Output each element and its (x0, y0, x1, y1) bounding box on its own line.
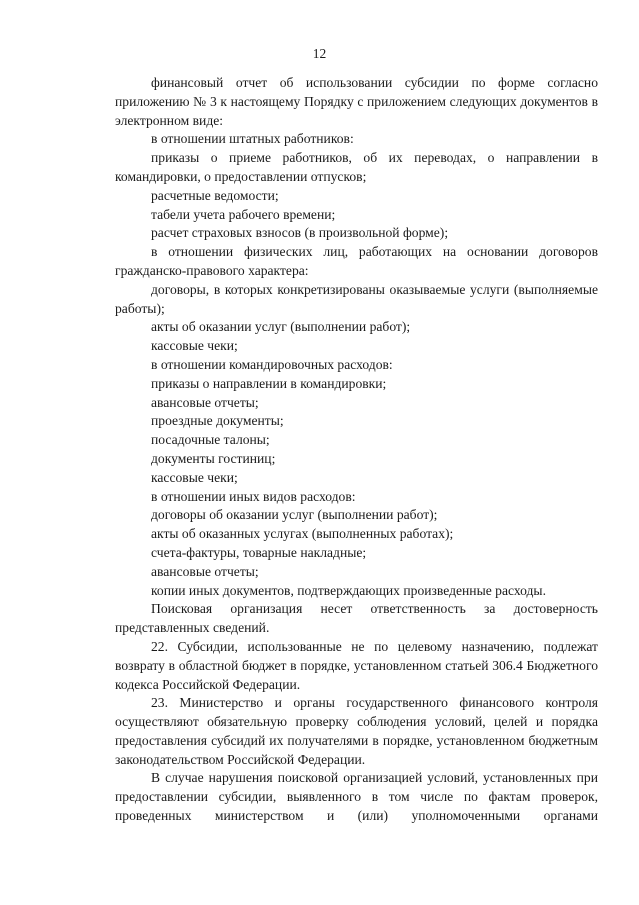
paragraph: акты об оказанных услугах (выполненных работах); (151, 526, 454, 542)
paragraph: расчетные ведомости; (151, 187, 279, 203)
paragraph: счета-фактуры, товарные накладные; (151, 544, 367, 560)
paragraph: в отношении физических лиц, работающих на основании договоров гражданско-правового характера: (115, 244, 598, 278)
paragraph: документы гостиниц; (151, 450, 276, 466)
paragraph: посадочные талоны; (151, 432, 270, 448)
paragraph: договоры, в которых конкретизированы оказываемые услуги (выполняемые работы); (115, 281, 598, 316)
paragraph: расчет страховых взносов (в произвольной форме); (151, 225, 449, 241)
paragraph: табели учета рабочего времени; (151, 206, 336, 222)
document-body (115, 74, 598, 826)
paragraph: в отношении штатных работников: (151, 131, 354, 147)
paragraph: В случае нарушения поисковой организацией условий, установленных при предоставлении субсидии, выявленного в том числе по фактам проверок, проведенных министерством и (или) уполномоченными органами (115, 770, 598, 824)
paragraph: в отношении иных видов расходов: (151, 488, 356, 504)
paragraph: акты об оказании услуг (выполнении работ); (151, 319, 411, 335)
paragraph: авансовые отчеты; (151, 563, 259, 579)
paragraph: договоры об оказании услуг (выполнении работ); (151, 507, 438, 523)
paragraph: проездные документы; (151, 413, 284, 429)
page-number: 12 (312, 46, 327, 61)
paragraph: Поисковая организация несет ответственность за достоверность представленных сведений. (115, 601, 598, 636)
paragraph: 22. Субсидии, использованные не по целевому назначению, подлежат возврату в областной бюджет в порядке, установленном статьей 306.4 Бюджетного кодекса Российской Федерации. (115, 638, 598, 692)
paragraph: кассовые чеки; (151, 338, 238, 354)
paragraph: в отношении командировочных расходов: (151, 356, 393, 372)
paragraph: приказы о приеме работников, об их переводах, о направлении в командировки, о предоставлении отпусков; (115, 150, 598, 184)
paragraph: 23. Министерство и органы государственного финансового контроля осуществляют обязательную проверку соблюдения условий, целей и порядка предоставления субсидий их получателями в порядке, установленном бюджетным законодательством Российской Федерации. (115, 695, 598, 767)
paragraph: приказы о направлении в командировки; (151, 375, 387, 391)
paragraph: кассовые чеки; (151, 469, 238, 485)
paragraph: копии иных документов, подтверждающих произведенные расходы. (151, 582, 546, 598)
paragraph: авансовые отчеты; (151, 394, 259, 410)
paragraph: финансовый отчет об использовании субсидии по форме согласно приложению № 3 к настоящему Порядку с приложением следующих документов в электронном виде: (115, 75, 598, 128)
